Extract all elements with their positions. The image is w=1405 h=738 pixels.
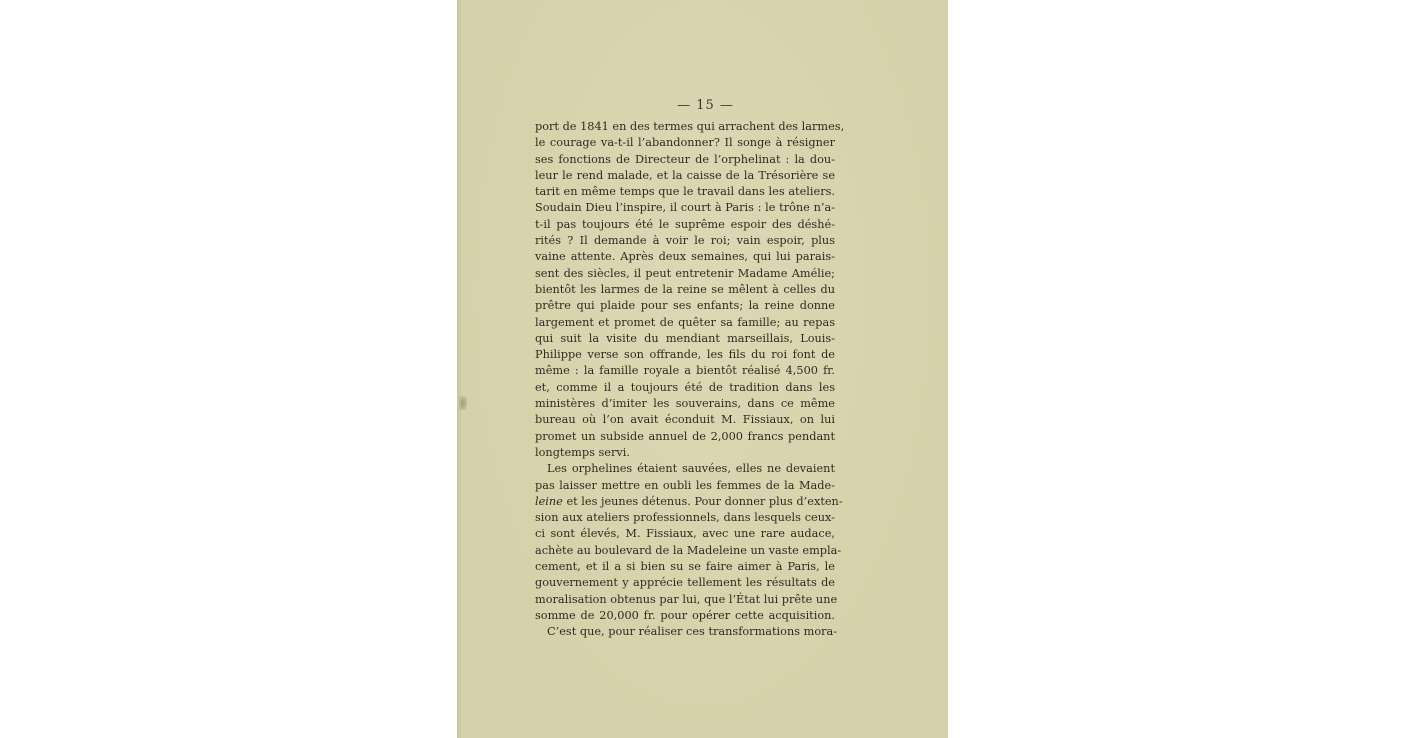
body-text: [535, 119, 845, 641]
text-line: [535, 494, 843, 510]
text-line: cement, et il a si bien su se faire aimer à Paris, le: [535, 560, 835, 574]
text-line: C’est que, pour réaliser ces transformations mora-: [547, 625, 838, 639]
text-line: largement et promet de quêter sa famille; au repas: [535, 315, 835, 329]
text-line: ministères d’imiter les souverains, dans ce même: [535, 397, 835, 411]
text-line: longtemps servi.: [535, 445, 630, 459]
text-line: sion aux ateliers professionnels, dans lesquels ceux-: [535, 511, 835, 525]
text-line: achète au boulevard de la Madeleine un vaste empla-: [535, 543, 842, 557]
paper-stain: [459, 396, 467, 410]
italic-word: leine: [535, 494, 563, 508]
text-line: somme de 20,000 fr. pour opérer cette acquisition.: [535, 608, 835, 622]
text-line: tarit en même temps que le travail dans les ateliers.: [535, 185, 835, 199]
page-number: — 15 —: [677, 98, 734, 113]
text-line: ci sont élevés, M. Fissiaux, avec une rare audace,: [535, 527, 835, 541]
text-line: leur le rend malade, et la caisse de la Trésorière se: [535, 168, 835, 182]
scanned-page: [457, 0, 948, 738]
text-line: t-il pas toujours été le suprême espoir des déshé-: [535, 217, 835, 231]
text-line-rest: et les jeunes détenus. Pour donner plus d’exten-: [562, 494, 843, 508]
text-line: ses fonctions de Directeur de l’orphelinat : la dou-: [535, 152, 835, 166]
text-line: rités ? Il demande à voir le roi; vain espoir, plus: [535, 234, 835, 248]
text-line: qui suit la visite du mendiant marseillais, Louis-: [535, 331, 835, 345]
text-line: sent des siècles, il peut entretenir Madame Amélie;: [535, 266, 835, 280]
text-line: le courage va-t-il l’abandonner? Il songe à résigner: [535, 136, 835, 150]
text-line: promet un subside annuel de 2,000 francs pendant: [535, 429, 835, 443]
text-line: et, comme il a toujours été de tradition dans les: [535, 380, 835, 394]
text-line: même : la famille royale a bientôt réalisé 4,500 fr.: [535, 364, 835, 378]
text-line: Soudain Dieu l’inspire, il court à Paris : le trône n’a-: [535, 201, 835, 215]
text-line: bientôt les larmes de la reine se mêlent à celles du: [535, 282, 835, 296]
text-line: gouvernement y apprécie tellement les résultats de: [535, 576, 835, 590]
text-line: port de 1841 en des termes qui arrachent des larmes,: [535, 120, 845, 133]
text-line: Les orphelines étaient sauvées, elles ne devaient: [547, 462, 835, 476]
text-line: bureau où l’on avait éconduit M. Fissiaux, on lui: [535, 413, 835, 427]
text-line: Philippe verse son offrande, les fils du roi font de: [535, 348, 835, 362]
text-line: moralisation obtenus par lui, que l’État lui prête une: [535, 592, 838, 606]
text-line: prêtre qui plaide pour ses enfants; la reine donne: [535, 299, 835, 313]
text-line: vaine attente. Après deux semaines, qui lui parais-: [535, 250, 835, 264]
text-line: pas laisser mettre en oubli les femmes de la Made-: [535, 478, 835, 492]
